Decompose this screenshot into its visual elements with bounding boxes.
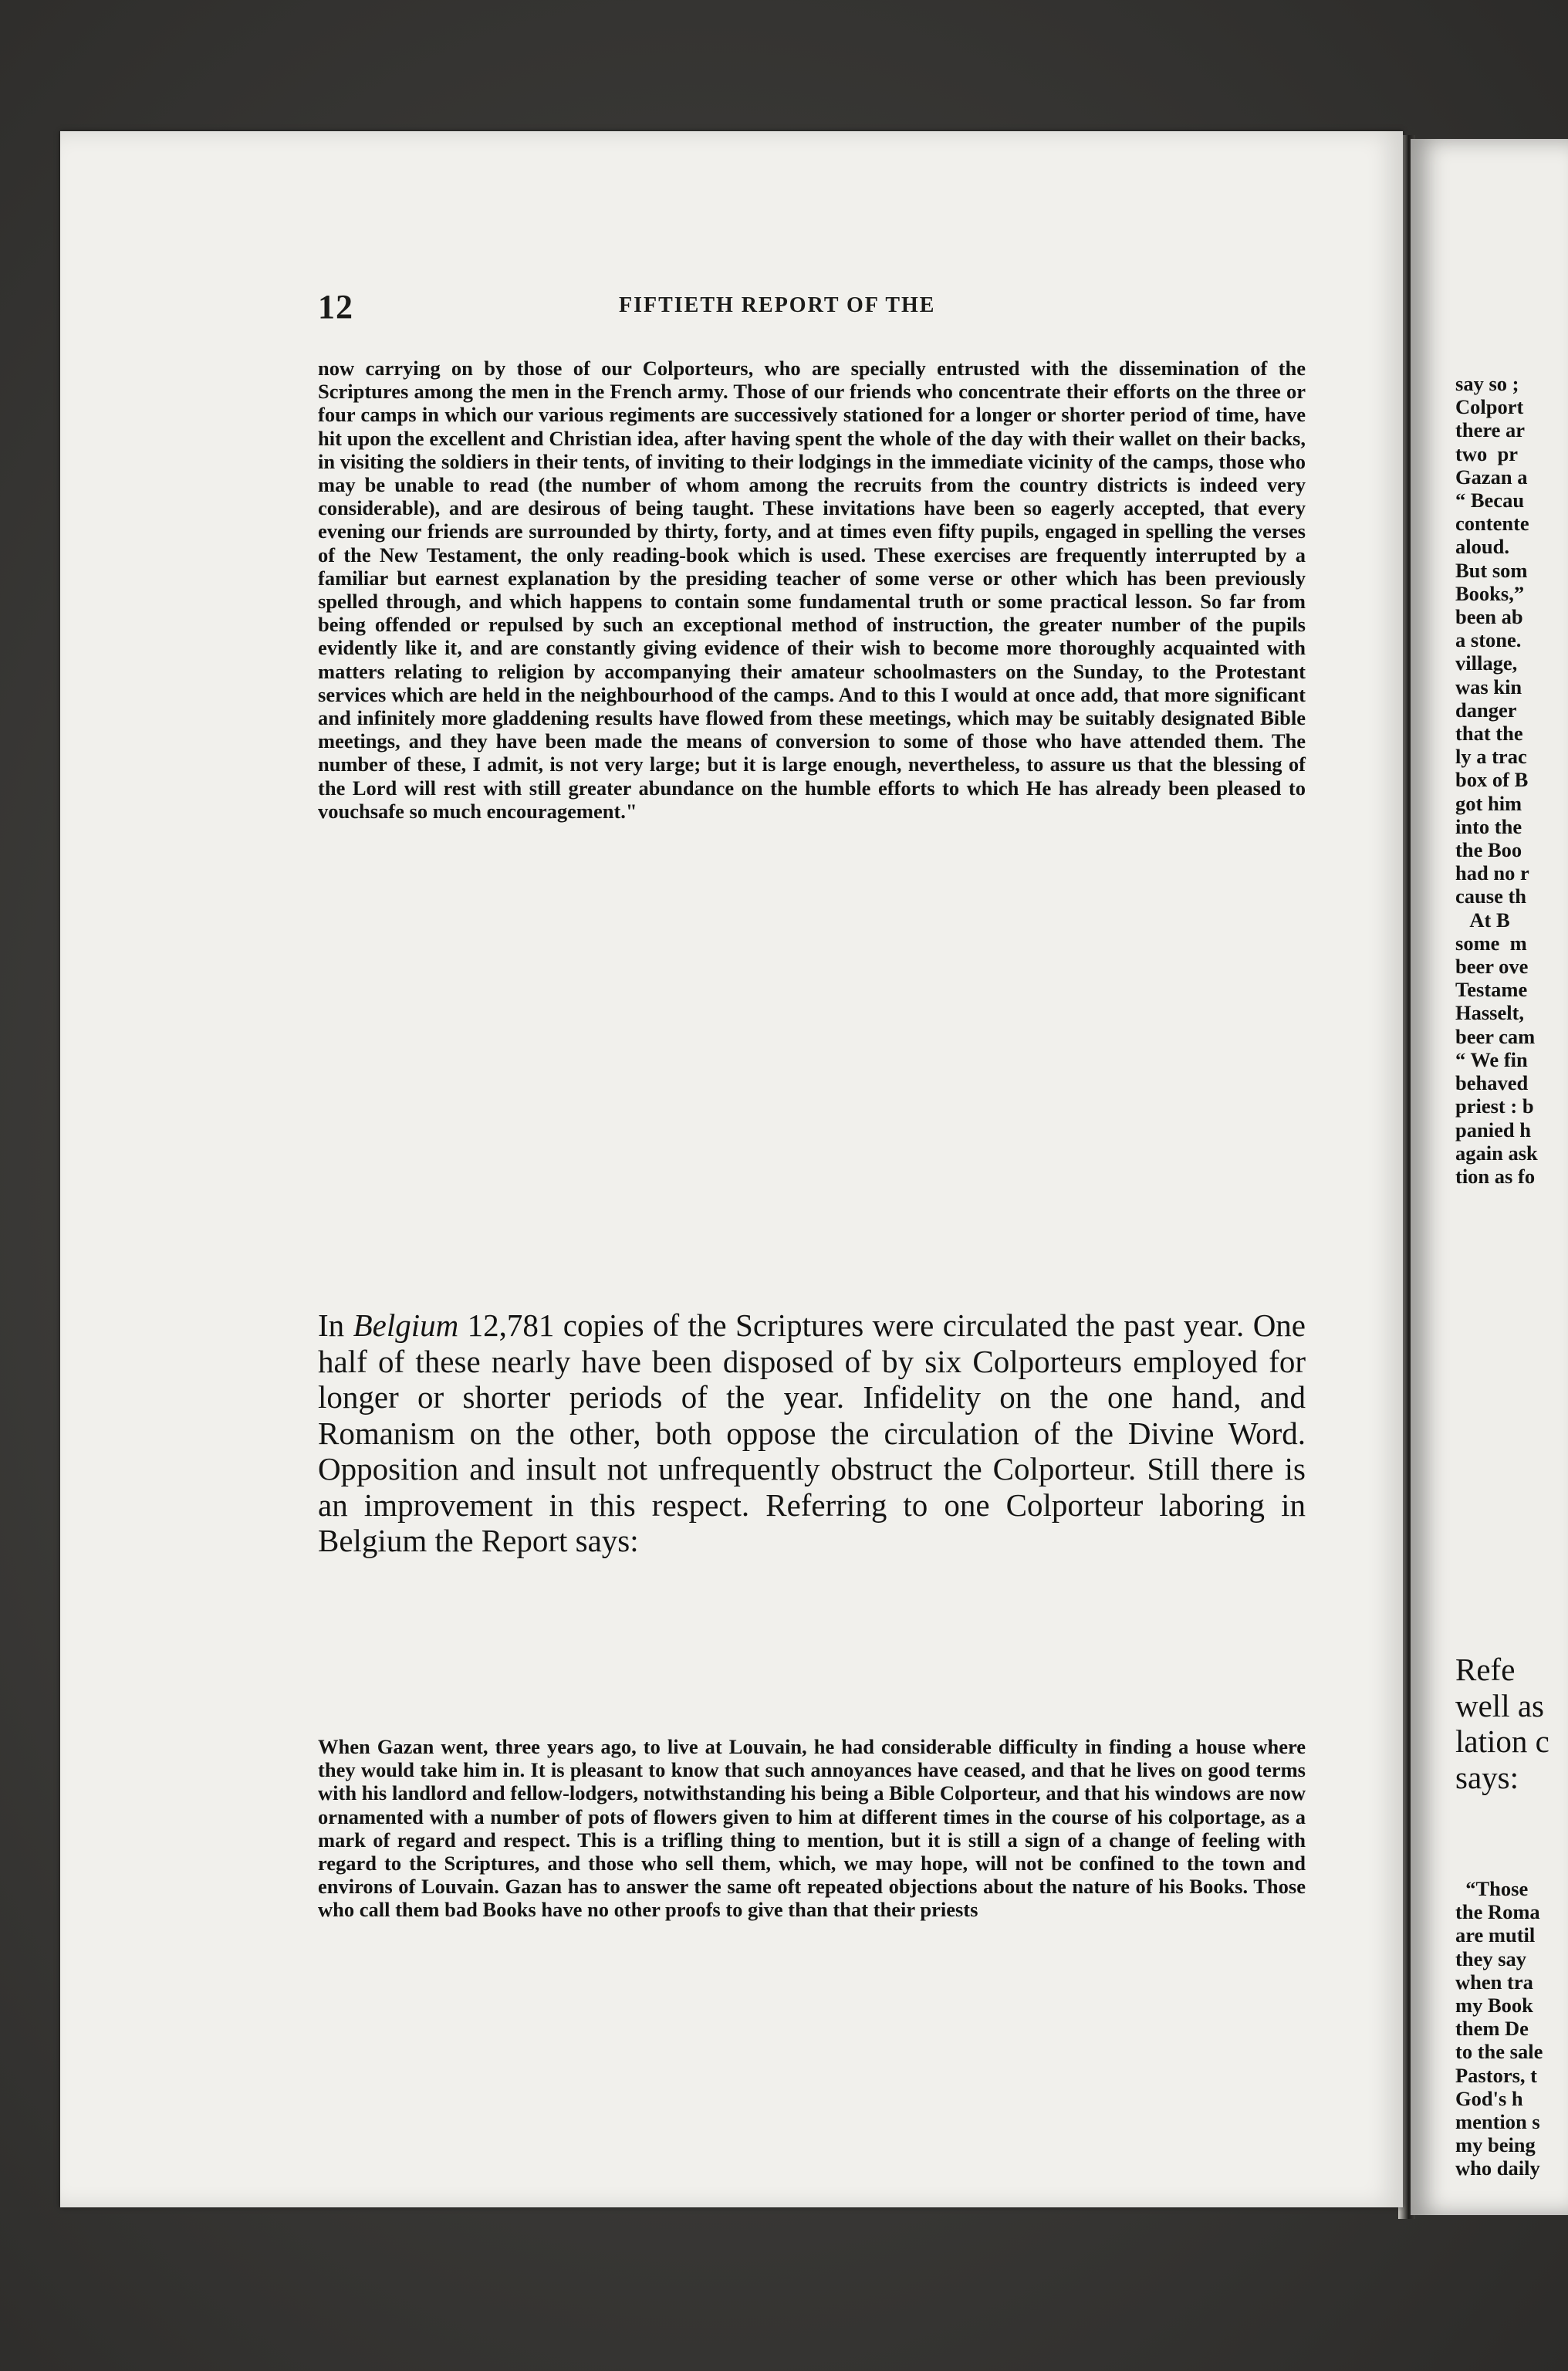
paragraph-belgium-rest: 12,781 copies of the Scriptures were circulated the past year. One half of these nearly have been disposed of by six Colporteurs employed for longer or shorter periods of the year. Infidelity on the one hand, and Romanism on the other, both oppose the circulation of the Divine Word. Opposition and insult not unfrequently obstruct the Colporteur. Still there is an improvement in this respect. Referring to one Colporteur laboring in Belgium the Report says: <box>318 1307 1306 1558</box>
facing-page-text-large <box>1455 1652 1568 1795</box>
paragraph-colporteurs-french-army: now carrying on by those of our Colporteurs, who are specially entrusted with the dissemination of the Scriptures among the men in the French army. Those of our friends who concentrate their efforts on the three or four camps in which our various regiments are successively stationed for a longer or shorter period of time, have hit upon the excellent and Christian idea, after having spent the whole of the day with their wallet on their backs, in visiting the soldiers in their tents, of inviting to their lodgings in the immediate vicinity of the camps, those who may be unable to read (the number of whom among the recruits from the country districts is indeed very considerable), and are desirous of being taught. These invitations have been so eagerly accepted, that every evening our friends are surrounded by thirty, forty, and at times even fifty pupils, engaged in spelling the verses of the New Testament, the only reading-book which is used. These exercises are frequently interrupted by a familiar but earnest explanation by the presiding teacher of some verse or other which has been previously spelled through, and which happens to contain some fundamental truth or some practical lesson. So far from being offended or repulsed by such an exceptional method of instruction, the greater number of the pupils evidently like it, and are constantly giving evidence of their wish to become more thoroughly acquainted with matters relating to religion by accompanying their amateur schoolmasters on the Sunday, to the Protestant services which are held in the neighbourhood of the camps. And to this I would at once add, that more significant and infinitely more gladdening results have flowed from these meetings, which may be suitably designated Bible meetings, and they have been made the means of conversion to some of those who have attended them. The number of these, I admit, is not very large; but it is large enough, nevertheless, to assure us that the blessing of the Lord will rest with still greater abundance on the humble efforts to which He has already been pleased to vouchsafe so much encouragement." <box>318 357 1306 823</box>
paragraph-gazan-louvain: When Gazan went, three years ago, to live at Louvain, he had considerable difficulty in finding a house where they would take him in. It is pleasant to know that such annoyances have ceased, and that he lives on good terms with his landlord and fellow-lodgers, notwithstanding his being a Bible Colporteur, and that his windows are now ornamented with a number of pots of flowers given to him at different times in the course of his colportage, as a mark of regard and respect. This is a trifling thing to mention, but it is still a sign of a change of feeling with regard to the Scriptures, and those who sell them, which, we may hope, will not be confined to the town and environs of Louvain. Gazan has to answer the same oft repeated objections about the nature of his Books. Those who call them bad Books have no other proofs to give than that their priests <box>318 1735 1306 1922</box>
belgium-italic: Belgium <box>353 1307 459 1343</box>
facing-page-text-bottom: “Those the Roma are mutil they say when tra my Book them De to the sale Pastors, t God's h mention s my being who daily <box>1455 1877 1543 2180</box>
page-number: 12 <box>318 288 353 326</box>
paragraph-belgium-summary <box>318 1307 1306 1559</box>
facing-page-large-lines: Refe well as lation c says: <box>1455 1652 1549 1795</box>
facing-page <box>1411 139 1568 2215</box>
running-head-title: FIFTIETH REPORT OF THE <box>619 293 936 317</box>
paragraph-belgium-prefix: In <box>318 1307 353 1343</box>
running-head <box>318 287 1321 326</box>
facing-page-text-top: say so ; Colport there ar two pr Gazan a “ Becau contente aloud. But som Books,” been ab a stone. village, was kin danger that the ly a trac box of B got him into the the Boo had no r cause th At B some m beer ove Testame Hasselt, beer cam “ We fin behaved priest : b panied h again ask tion as fo <box>1455 372 1538 1188</box>
